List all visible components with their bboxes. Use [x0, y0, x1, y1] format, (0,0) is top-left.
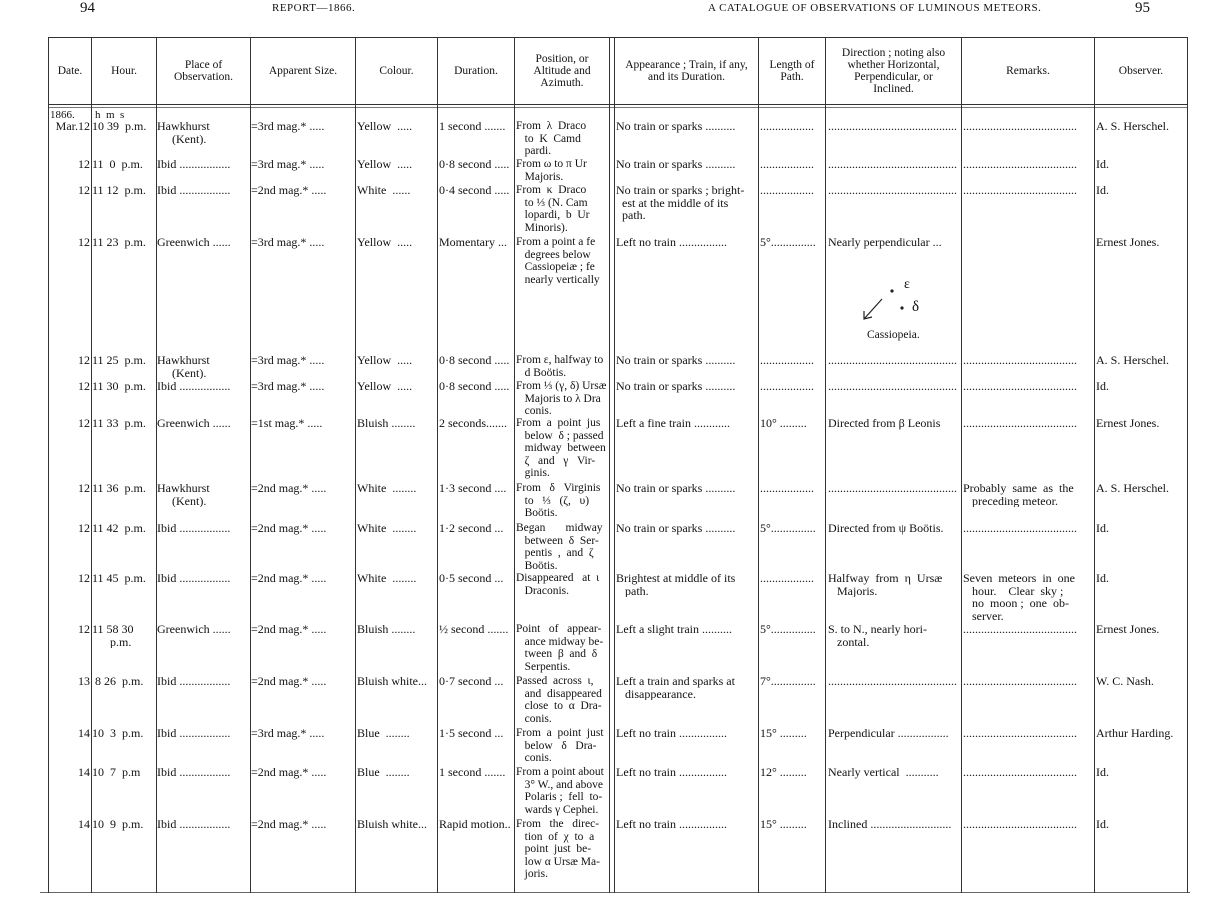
cell-place: Greenwich ......: [157, 623, 231, 636]
cell-hour: 8 26 p.m.: [92, 675, 144, 688]
cell-length: 5°...............: [760, 236, 816, 249]
cell-duration: 0·7 second ...: [439, 675, 504, 688]
cell-appearance: No train or sparks ..........: [616, 522, 736, 535]
cell-size: =2nd mag.* .....: [251, 675, 327, 688]
cell-date: 12: [78, 380, 90, 393]
cell-date: 12: [78, 184, 90, 197]
year-label: 1866.: [50, 109, 75, 121]
col-rule: [437, 37, 438, 893]
cell-length: 10° .........: [760, 417, 807, 430]
cell-length: 5°...............: [760, 522, 816, 535]
cell-place: Ibid .................: [157, 380, 231, 393]
col-rule: [758, 37, 759, 893]
cell-duration: 2 seconds.......: [439, 417, 507, 430]
left-page-number: 94: [80, 0, 95, 16]
cell-remarks: ......................................: [963, 727, 1077, 740]
delta-label: δ: [912, 299, 920, 315]
cell-direction: Nearly perpendicular ...: [828, 236, 942, 249]
col-header-observer: Observer.: [1118, 65, 1164, 77]
cell-position: From δ Virginis to ⅓ (ζ, υ) Boötis.: [516, 482, 601, 519]
cell-colour: Bluish white...: [357, 818, 428, 831]
cell-duration: 0·5 second ...: [439, 572, 504, 585]
cell-length: ..................: [760, 120, 814, 133]
col-rule: [1094, 37, 1095, 893]
cell-colour: White ........: [357, 572, 417, 585]
cassiopeia-sketch: [858, 275, 948, 345]
cell-place: Hawkhurst (Kent).: [157, 354, 210, 379]
cell-appearance: No train or sparks ; bright- est at the middle of its path.: [616, 184, 745, 222]
cell-place: Hawkhurst (Kent).: [157, 482, 210, 507]
cell-colour: White ......: [357, 184, 411, 197]
cell-remarks: ......................................: [963, 623, 1077, 636]
cell-date: 12: [78, 522, 90, 535]
header-bottom-rule-2: [48, 107, 1188, 108]
cell-observer: W. C. Nash.: [1096, 675, 1154, 688]
cell-colour: Bluish ........: [357, 623, 416, 636]
cell-direction: Perpendicular .................: [828, 727, 949, 740]
cell-direction: ...........................................: [828, 120, 957, 133]
cell-date: 14: [78, 727, 90, 740]
cell-duration: 1·3 second ....: [439, 482, 507, 495]
cell-observer: Ernest Jones.: [1096, 236, 1160, 249]
cell-colour: Bluish ........: [357, 417, 416, 430]
col-header-length: Length of Path.: [769, 59, 815, 83]
cell-place: Ibid .................: [157, 184, 231, 197]
cell-position: Disappeared at ι Draconis.: [516, 572, 600, 597]
cell-date: 12: [78, 354, 90, 367]
cell-appearance: No train or sparks ..........: [616, 158, 736, 171]
cell-date: Mar.12: [55, 120, 90, 133]
cell-remarks: ......................................: [963, 417, 1077, 430]
cell-place: Ibid .................: [157, 675, 231, 688]
cell-place: Ibid .................: [157, 158, 231, 171]
cell-size: =2nd mag.* .....: [251, 572, 327, 585]
cell-remarks: ......................................: [963, 184, 1077, 197]
cell-appearance: Brightest at middle of its path.: [616, 572, 736, 597]
col-header-hour: Hour.: [111, 65, 137, 77]
col-rule: [514, 37, 515, 893]
cell-hour: 10 39 p.m.: [92, 120, 147, 133]
cell-position: From ω to π Ur Majoris.: [516, 158, 587, 183]
cell-size: =2nd mag.* .....: [251, 818, 327, 831]
cell-colour: Blue ........: [357, 766, 410, 779]
cell-direction: ...........................................: [828, 482, 957, 495]
col-header-remarks: Remarks.: [1006, 65, 1050, 77]
col-rule: [825, 37, 826, 893]
cell-date: 12: [78, 417, 90, 430]
cell-remarks: ......................................: [963, 766, 1077, 779]
cell-hour: 11 30 p.m.: [92, 380, 146, 393]
cell-colour: Bluish white...: [357, 675, 428, 688]
cell-size: =3rd mag.* .....: [251, 727, 325, 740]
left-running-title: REPORT—1866.: [272, 2, 356, 14]
col-header-position: Position, or Altitude and Azimuth.: [533, 53, 591, 89]
cell-place: Ibid .................: [157, 572, 231, 585]
cell-appearance: Left a train and sparks at disappearance.: [616, 675, 735, 700]
cassiopeia-label: Cassiopeia.: [867, 329, 920, 341]
col-rule: [961, 37, 962, 893]
cell-date: 13: [78, 675, 90, 688]
cell-appearance: No train or sparks ..........: [616, 120, 736, 133]
page-gutter-rule: [614, 37, 615, 893]
cell-direction: ...........................................: [828, 380, 957, 393]
cell-duration: Rapid motion..: [439, 818, 511, 831]
cell-duration: 0·4 second .....: [439, 184, 510, 197]
cell-observer: Id.: [1096, 184, 1109, 197]
cell-length: ..................: [760, 572, 814, 585]
cell-direction: ...........................................: [828, 158, 957, 171]
cell-observer: A. S. Herschel.: [1096, 354, 1169, 367]
cell-direction: ...........................................: [828, 675, 957, 688]
table-bottom-rule: [40, 892, 1190, 893]
cell-observer: Id.: [1096, 158, 1109, 171]
cell-hour: 10 9 p.m.: [92, 818, 144, 831]
cell-remarks: Seven meteors in one hour. Clear sky ; no moon ; one ob- server.: [963, 572, 1075, 622]
cell-length: 12° .........: [760, 766, 807, 779]
cell-size: =3rd mag.* .....: [251, 158, 325, 171]
cell-direction: Directed from ψ Boötis.: [828, 522, 944, 535]
epsilon-label: ε: [904, 277, 910, 292]
cell-duration: 0·8 second .....: [439, 354, 510, 367]
cell-position: Passed across ι, and disappeared close to α Dra- conis.: [516, 675, 602, 725]
cell-duration: 0·8 second .....: [439, 380, 510, 393]
cell-hour: 11 0 p.m.: [92, 158, 143, 171]
cell-hour: 10 7 p.m: [92, 766, 141, 779]
cell-place: Ibid .................: [157, 522, 231, 535]
cell-place: Ibid .................: [157, 766, 231, 779]
cell-duration: 1·2 second ...: [439, 522, 504, 535]
cell-length: ..................: [760, 380, 814, 393]
col-header-place: Place of Observation.: [173, 59, 234, 83]
cell-observer: Id.: [1096, 766, 1109, 779]
cell-direction: Halfway from η Ursæ Majoris.: [828, 572, 943, 597]
cell-position: From a point just below δ Dra- conis.: [516, 727, 604, 764]
cell-length: 15° .........: [760, 727, 807, 740]
cell-direction: ...........................................: [828, 354, 957, 367]
col-header-size: Apparent Size.: [268, 65, 338, 77]
cell-date: 12: [78, 158, 90, 171]
cell-length: 5°...............: [760, 623, 816, 636]
page-gutter-rule: [609, 37, 610, 893]
cell-appearance: Left no train ................: [616, 727, 727, 740]
cell-hour: 10 3 p.m.: [92, 727, 144, 740]
cell-position: Began midway between δ Ser- pentis , and ζ Boötis.: [516, 522, 603, 572]
cell-observer: Id.: [1096, 522, 1109, 535]
right-running-title: A CATALOGUE OF OBSERVATIONS OF LUMINOUS METEORS.: [708, 2, 1042, 14]
col-rule: [355, 37, 356, 893]
cell-hour: 11 42 p.m.: [92, 522, 146, 535]
cell-remarks: ......................................: [963, 818, 1077, 831]
cell-place: Greenwich ......: [157, 417, 231, 430]
right-page-number: 95: [1135, 0, 1150, 16]
cell-observer: Id.: [1096, 818, 1109, 831]
col-rule: [1187, 37, 1188, 893]
cell-remarks: ......................................: [963, 380, 1077, 393]
cell-position: From a point a fe degrees below Cassiopeiæ ; fe nearly vertically: [516, 236, 600, 286]
cell-size: =3rd mag.* .....: [251, 380, 325, 393]
cell-colour: White ........: [357, 482, 417, 495]
cell-hour: 11 36 p.m.: [92, 482, 146, 495]
cell-size: =3rd mag.* .....: [251, 236, 325, 249]
cell-colour: Yellow .....: [357, 120, 413, 133]
cell-observer: Arthur Harding.: [1096, 727, 1174, 740]
cell-direction: S. to N., nearly hori- zontal.: [828, 623, 927, 648]
cell-direction: Nearly vertical ...........: [828, 766, 939, 779]
cell-colour: Yellow .....: [357, 236, 413, 249]
cell-size: =2nd mag.* .....: [251, 184, 327, 197]
cell-remarks: ......................................: [963, 522, 1077, 535]
cell-colour: Yellow .....: [357, 158, 413, 171]
cell-position: From a point jus below δ ; passed midway between ζ and γ Vir- ginis.: [516, 417, 606, 479]
cell-place: Hawkhurst (Kent).: [157, 120, 210, 145]
cell-size: =2nd mag.* .....: [251, 522, 327, 535]
header-bottom-rule: [48, 104, 1188, 105]
cell-length: ..................: [760, 158, 814, 171]
cell-duration: ½ second .......: [439, 623, 509, 636]
cell-size: =2nd mag.* .....: [251, 766, 327, 779]
cell-position: From ⅓ (γ, δ) Ursæ Majoris to λ Dra conis.: [516, 380, 607, 417]
cell-observer: Ernest Jones.: [1096, 417, 1160, 430]
cell-observer: Id.: [1096, 380, 1109, 393]
cell-duration: 0·8 second .....: [439, 158, 510, 171]
cell-observer: Ernest Jones.: [1096, 623, 1160, 636]
cell-length: ..................: [760, 354, 814, 367]
cell-duration: 1·5 second ...: [439, 727, 504, 740]
cell-size: =2nd mag.* .....: [251, 623, 327, 636]
cell-colour: Yellow .....: [357, 380, 413, 393]
cell-position: From λ Draco to K Camd pardi.: [516, 120, 587, 157]
cell-date: 12: [78, 572, 90, 585]
cell-place: Ibid .................: [157, 727, 231, 740]
cell-position: From the direc- tion of χ to a point just be- low α Ursæ Ma- joris.: [516, 818, 600, 880]
cell-hour: 11 45 p.m.: [92, 572, 146, 585]
cell-hour: 11 58 30 p.m.: [92, 623, 134, 648]
cell-date: 12: [78, 623, 90, 636]
cell-duration: 1 second .......: [439, 766, 506, 779]
cell-size: =3rd mag.* .....: [251, 120, 325, 133]
cell-colour: Blue ........: [357, 727, 410, 740]
cell-observer: Id.: [1096, 572, 1109, 585]
cell-length: ..................: [760, 184, 814, 197]
cell-position: From κ Draco to ⅓ (N. Cam lopardi, b Ur Minoris).: [516, 184, 590, 234]
cell-appearance: Left a fine train ............: [616, 417, 730, 430]
cell-remarks: ......................................: [963, 120, 1077, 133]
cell-colour: White ........: [357, 522, 417, 535]
cell-length: 7°...............: [760, 675, 816, 688]
cell-hour: 11 25 p.m.: [92, 354, 146, 367]
cell-size: =2nd mag.* .....: [251, 482, 327, 495]
cell-date: 14: [78, 766, 90, 779]
cell-remarks: ......................................: [963, 158, 1077, 171]
cell-appearance: Left no train ................: [616, 818, 727, 831]
cell-direction: Inclined ...........................: [828, 818, 952, 831]
cell-remarks: ......................................: [963, 354, 1077, 367]
cell-direction: ...........................................: [828, 184, 957, 197]
col-header-date: Date.: [57, 65, 83, 77]
cell-remarks: Probably same as the preceding meteor.: [963, 482, 1074, 507]
col-header-appearance: Appearance ; Train, if any, and its Duration.: [625, 59, 748, 83]
cell-length: 15° .........: [760, 818, 807, 831]
cell-duration: 1 second .......: [439, 120, 506, 133]
cell-appearance: No train or sparks ..........: [616, 380, 736, 393]
table-top-rule: [48, 37, 1188, 38]
time-units-label: h m s: [95, 109, 125, 121]
cell-appearance: No train or sparks ..........: [616, 354, 736, 367]
cell-observer: A. S. Herschel.: [1096, 120, 1169, 133]
cell-date: 12: [78, 482, 90, 495]
cell-length: ..................: [760, 482, 814, 495]
cell-appearance: Left a slight train ..........: [616, 623, 732, 636]
cell-date: 14: [78, 818, 90, 831]
col-header-colour: Colour.: [379, 65, 414, 77]
cell-size: =1st mag.* .....: [251, 417, 323, 430]
cell-hour: 11 23 p.m.: [92, 236, 146, 249]
cell-place: Ibid .................: [157, 818, 231, 831]
col-header-direction: Direction ; noting also whether Horizontal, Perpendicular, or Inclined.: [841, 47, 946, 95]
cell-appearance: Left no train ................: [616, 766, 727, 779]
cell-direction: Directed from β Leonis: [828, 417, 941, 430]
cell-size: =3rd mag.* .....: [251, 354, 325, 367]
cell-position: From a point about 3° W., and above Polaris ; fell to- wards γ Cephei.: [516, 766, 604, 816]
col-header-duration: Duration.: [454, 65, 498, 77]
cell-place: Greenwich ......: [157, 236, 231, 249]
cell-colour: Yellow .....: [357, 354, 413, 367]
cell-appearance: No train or sparks ..........: [616, 482, 736, 495]
cell-remarks: ......................................: [963, 675, 1077, 688]
cell-appearance: Left no train ................: [616, 236, 727, 249]
cell-hour: 11 12 p.m.: [92, 184, 146, 197]
cell-position: Point of appear- ance midway be- tween β and δ Serpentis.: [516, 623, 604, 673]
cell-duration: Momentary ...: [439, 236, 507, 249]
cell-date: 12: [78, 236, 90, 249]
cell-observer: A. S. Herschel.: [1096, 482, 1169, 495]
cell-hour: 11 33 p.m.: [92, 417, 146, 430]
cell-position: From ε, halfway to d Boötis.: [516, 354, 604, 379]
